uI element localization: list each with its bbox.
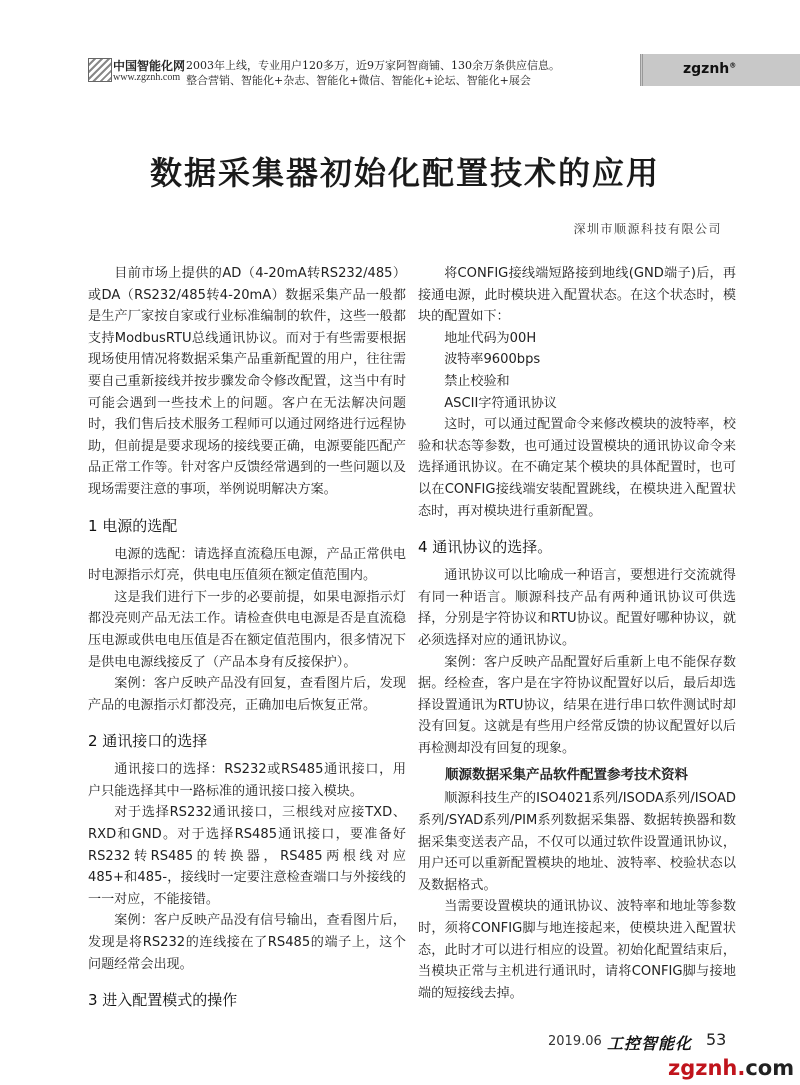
section-4-heading: 4 通讯协议的选择。 [418,538,553,557]
paragraph: 对于选择RS232通讯接口，三根线对应接TXD、RXD和GND。对于选择RS485通讯接口，要准备好RS232转RS485的转换器，RS485两根线对应485+和485-，接线时一定要注意检查端口与外接线的一一对应，不能接错。 [88,805,406,907]
issue-date: 2019.06 [548,1034,602,1049]
paragraph: 案例：客户反映产品没有信号输出，查看图片后，发现是将RS232的连线接在了RS485的端子上，这个问题经常会出现。 [88,913,406,972]
site-name: 中国智能化网 [113,59,186,73]
registered-mark: ® [729,61,737,70]
paragraph: 通讯接口的选择：RS232或RS485通讯接口，用户只能选择其中一路标准的通讯接口接入模块。 [88,762,406,799]
brand-text: zgznh [683,61,730,77]
left-column [88,263,406,1018]
section-1-heading: 1 电源的选配 [88,516,178,535]
article-title: 数据采集器初始化配置技术的应用 [149,154,660,192]
section-3-heading: 3 进入配置模式的操作 [88,991,238,1010]
site-url: www.zgznh.com [113,72,181,83]
watermark-red: zgznh. [668,1056,746,1080]
paragraph: 将CONFIG接线端短路接到地线(GND端子)后，再接通电源，此时模块进入配置状态。在这个状态时，模块的配置如下： [418,266,736,325]
article-author: 深圳市顺源科技有限公司 [573,222,722,236]
config-list-item: ASCII字符通讯协议 [444,395,557,411]
header-tagline-2: 整合营销、智能化+杂志、智能化+微信、智能化+论坛、智能化+展会 [186,74,531,87]
paragraph: 案例：客户反映产品配置好后重新上电不能保存数据。经检查，客户是在字符协议配置好以后，最后却选择设置通讯为RTU协议，结果在进行串口软件测试时却没有回复。这就是有些用户经常反馈的协议配置好以后再检测却没有回复的现象。 [418,654,736,756]
paragraph: 电源的选配：请选择直流稳压电源，产品正常供电时电源指示灯亮，供电电压值须在额定值范围内。 [88,546,406,584]
watermark-black: com [745,1056,795,1080]
reference-heading: 顺源数据采集产品软件配置参考技术资料 [445,767,688,784]
config-list-item: 波特率9600bps [444,352,541,368]
intro-paragraph: 目前市场上提供的AD（4-20mA转RS232/485）或DA（RS232/485转4-20mA）数据采集产品一般都是生产厂家按自家或行业标准编制的软件，这些一般都支持ModbusRTU总线通讯协议。而对于有些需要根据现场使用情况将数据采集产品重新配置的用户，往往需要自己重新接线并按步骤发命令修改配置，这当中有时可能会遇到一些技术上的问题。客户在无法解决问题时，我们售后技术服务工程师可以通过网络进行远程协助，但前提是要求现场的接线要正确，电源要能匹配产品正常工作等。针对客户反馈经常遇到的一些问题以及现场需要注意的事项，举例说明解决方案。 [88,266,406,497]
page-number: 53 [706,1030,727,1049]
paragraph: 顺源科技生产的ISO4021系列/ISODA系列/ISOAD系列/SYAD系列/PIM系列数据采集器、数据转换器和数据采集变送表产品，不仅可以通过软件设置通讯协议，用户还可以重新配置模块的地址、波特率、校验状态以及数据格式。 [418,791,736,893]
paragraph: 这时，可以通过配置命令来修改模块的波特率，校验和状态等参数，也可通过设置模块的通讯协议命令来选择通讯协议。在不确定某个模块的具体配置时，也可以在CONFIG接线端安装配置跳线，在模块进入配置状态时，再对模块进行重新配置。 [418,417,736,519]
config-list-item: 地址代码为00H [444,330,537,346]
paragraph: 这是我们进行下一步的必要前提，如果电源指示灯都没亮则产品无法工作。请检查供电电源是否是直流稳压电源或供电电压值是否在额定值范围内，很多情况下是供电电源线接反了（产品本身有反接保护）。 [88,589,406,670]
paragraph: 通讯协议可以比喻成一种语言，要想进行交流就得有同一种语言。顺源科技产品有两种通讯协议可供选择，分别是字符协议和RTU协议。配置好哪种协议，就必须选择对应的通讯协议。 [418,568,736,648]
paragraph: 当需要设置模块的通讯协议、波特率和地址等参数时，须将CONFIG脚与地连接起来，使模块进入配置状态，此时才可以进行相应的设置。初始化配置结束后，当模块正常与主机进行通讯时，请将CONFIG脚与接地端的短接线去掉。 [418,899,736,1001]
header-brand [683,61,736,77]
config-list-item: 禁止校验和 [444,373,510,389]
right-column [418,263,736,1004]
header-tagline-1: 2003年上线，专业用户120多万，近9万家阿智商铺、130余万条供应信息。 [186,59,560,72]
site-logo-icon [88,58,112,82]
paragraph: 案例：客户反映产品没有回复，查看图片后，发现产品的电源指示灯都没亮，正确加电后恢复正常。 [88,676,406,713]
section-2-heading: 2 通讯接口的选择 [88,732,208,751]
header-brand-box [640,54,800,86]
magazine-logo: 工控智能化 [607,1034,693,1053]
watermark [668,1056,794,1080]
